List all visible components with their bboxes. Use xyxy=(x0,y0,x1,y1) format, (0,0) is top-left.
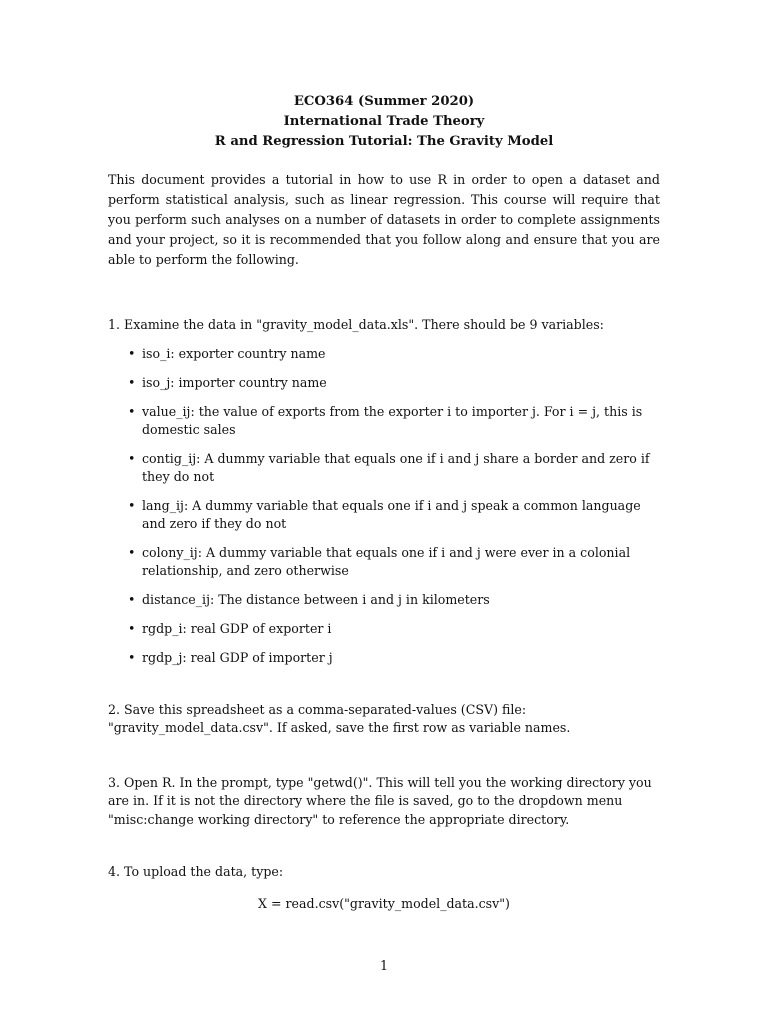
intro-paragraph: This document provides a tutorial in how to use R in order to open a dataset and perform statistical analysis, such as linear regression. This course will require that you perform such analyses on a number of datasets in order to complete assignments and your project, so it is recommended that you follow along and ensure that you are able to perform the following. xyxy=(108,172,660,267)
step-2: 2. Save this spreadsheet as a comma-separated-values (CSV) file: "gravity_model_data.csv". If asked, save the first row as variable names. xyxy=(108,701,571,735)
variable-description: lang_ij: A dummy variable that equals one if i and j speak a common language and zero if they do not xyxy=(142,497,641,531)
step-4-text: 4. To upload the data, type: xyxy=(108,864,284,879)
variable-description: colony_ij: A dummy variable that equals one if i and j were ever in a colonial relationship, and zero otherwise xyxy=(142,544,631,578)
variable-description: distance_ij: The distance between i and j in kilometers xyxy=(142,591,490,607)
list-item xyxy=(108,620,660,638)
list-item xyxy=(108,450,660,486)
step-1 xyxy=(108,316,660,667)
step-3: 3. Open R. In the prompt, type "getwd()". This will tell you the working directory you are in. If it is not the directory where the file is saved, go to the dropdown menu "misc:change working directory" to reference the appropriate directory. xyxy=(108,774,652,827)
document-page xyxy=(108,92,660,914)
list-item xyxy=(108,649,660,667)
subject-title: International Trade Theory xyxy=(283,114,485,129)
variable-description: iso_j: importer country name xyxy=(142,374,327,390)
bullet-icon: • xyxy=(128,403,136,419)
list-item xyxy=(108,544,660,580)
tutorial-title: R and Regression Tutorial: The Gravity Model xyxy=(214,134,554,149)
variable-description: value_ij: the value of exports from the exporter i to importer j. For i = j, this is domestic sales xyxy=(142,403,643,437)
bullet-icon: • xyxy=(128,649,136,665)
variable-description: rgdp_j: real GDP of importer j xyxy=(142,649,333,665)
variable-list xyxy=(108,345,660,667)
bullet-icon: • xyxy=(128,450,136,466)
code-line: X = read.csv("gravity_model_data.csv") xyxy=(258,895,510,911)
course-title: ECO364 (Summer 2020) xyxy=(293,94,475,109)
bullet-icon: • xyxy=(128,544,136,560)
title-block xyxy=(108,92,660,152)
list-item xyxy=(108,374,660,392)
bullet-icon: • xyxy=(128,620,136,636)
page-number: 1 xyxy=(379,958,388,973)
step-4 xyxy=(108,863,660,914)
bullet-icon: • xyxy=(128,345,136,361)
list-item xyxy=(108,497,660,533)
list-item xyxy=(108,591,660,609)
bullet-icon: • xyxy=(128,374,136,390)
step-1-text: 1. Examine the data in "gravity_model_data.xls". There should be 9 variables: xyxy=(108,317,604,332)
variable-description: rgdp_i: real GDP of exporter i xyxy=(142,620,332,636)
list-item xyxy=(108,345,660,363)
bullet-icon: • xyxy=(128,497,136,513)
variable-description: contig_ij: A dummy variable that equals one if i and j share a border and zero if they do not xyxy=(142,450,650,484)
list-item xyxy=(108,403,660,439)
variable-description: iso_i: exporter country name xyxy=(142,345,326,361)
bullet-icon: • xyxy=(128,591,136,607)
